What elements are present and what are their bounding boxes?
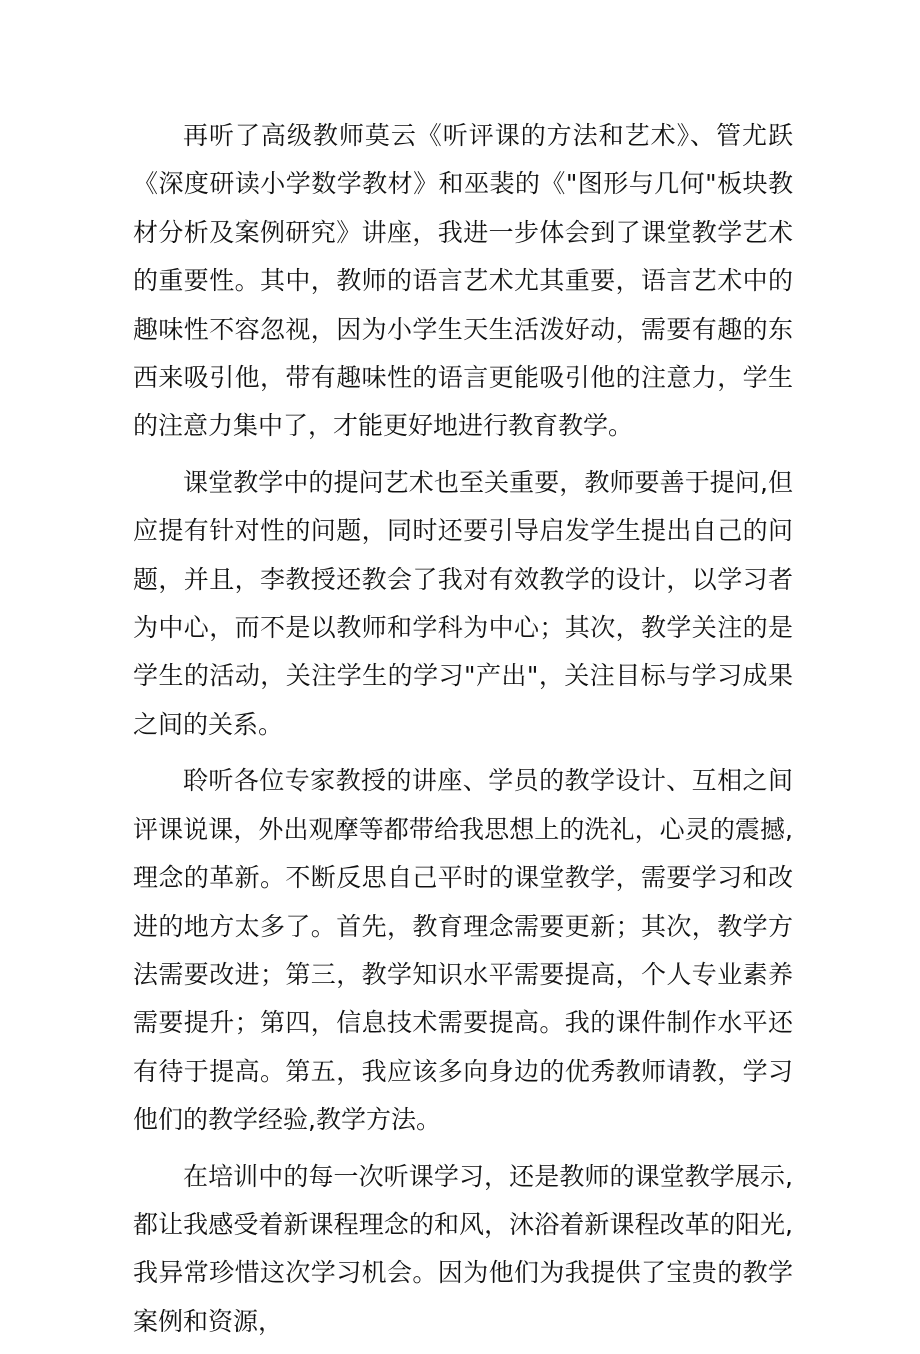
paragraph: 在培训中的每一次听课学习，还是教师的课堂教学展示,都让我感受着新课程理念的和风，沐浴着新课程改革的阳光,我异常珍惜这次学习机会。因为他们为我提供了宝贵的教学案例和资源， [133,1161,793,1336]
document-body [133,112,793,1354]
paragraph: 聆听各位专家教授的讲座、学员的教学设计、互相之间评课说课，外出观摩等都带给我思想上的洗礼，心灵的震撼,理念的革新。不断反思自己平时的课堂教学，需要学习和改进的地方太多了。首先，教育理念需要更新；其次，教学方法需要改进；第三，教学知识水平需要提高，个人专业素养需要提升；第四，信息技术需要提高。我的课件制作水平还有待于提高。第五，我应该多向身边的优秀教师请教，学习他们的教学经验,教学方法。 [133,766,793,1135]
paragraph: 课堂教学中的提问艺术也至关重要，教师要善于提问,但应提有针对性的问题，同时还要引导启发学生提出自己的问题，并且，李教授还教会了我对有效教学的设计，以学习者为中心，而不是以教师和学科为中心；其次，教学关注的是学生的活动，关注学生的学习"产出"，关注目标与学习成果之间的关系。 [133,467,793,739]
paragraph: 再听了高级教师莫云《听评课的方法和艺术》、管尤跃《深度研读小学数学教材》和巫裴的《"图形与几何"板块教材分析及案例研究》讲座，我进一步体会到了课堂教学艺术的重要性。其中，教师的语言艺术尤其重要，语言艺术中的趣味性不容忽视，因为小学生天生活泼好动，需要有趣的东西来吸引他，带有趣味性的语言更能吸引他的注意力，学生的注意力集中了，才能更好地进行教育教学。 [133,121,793,441]
